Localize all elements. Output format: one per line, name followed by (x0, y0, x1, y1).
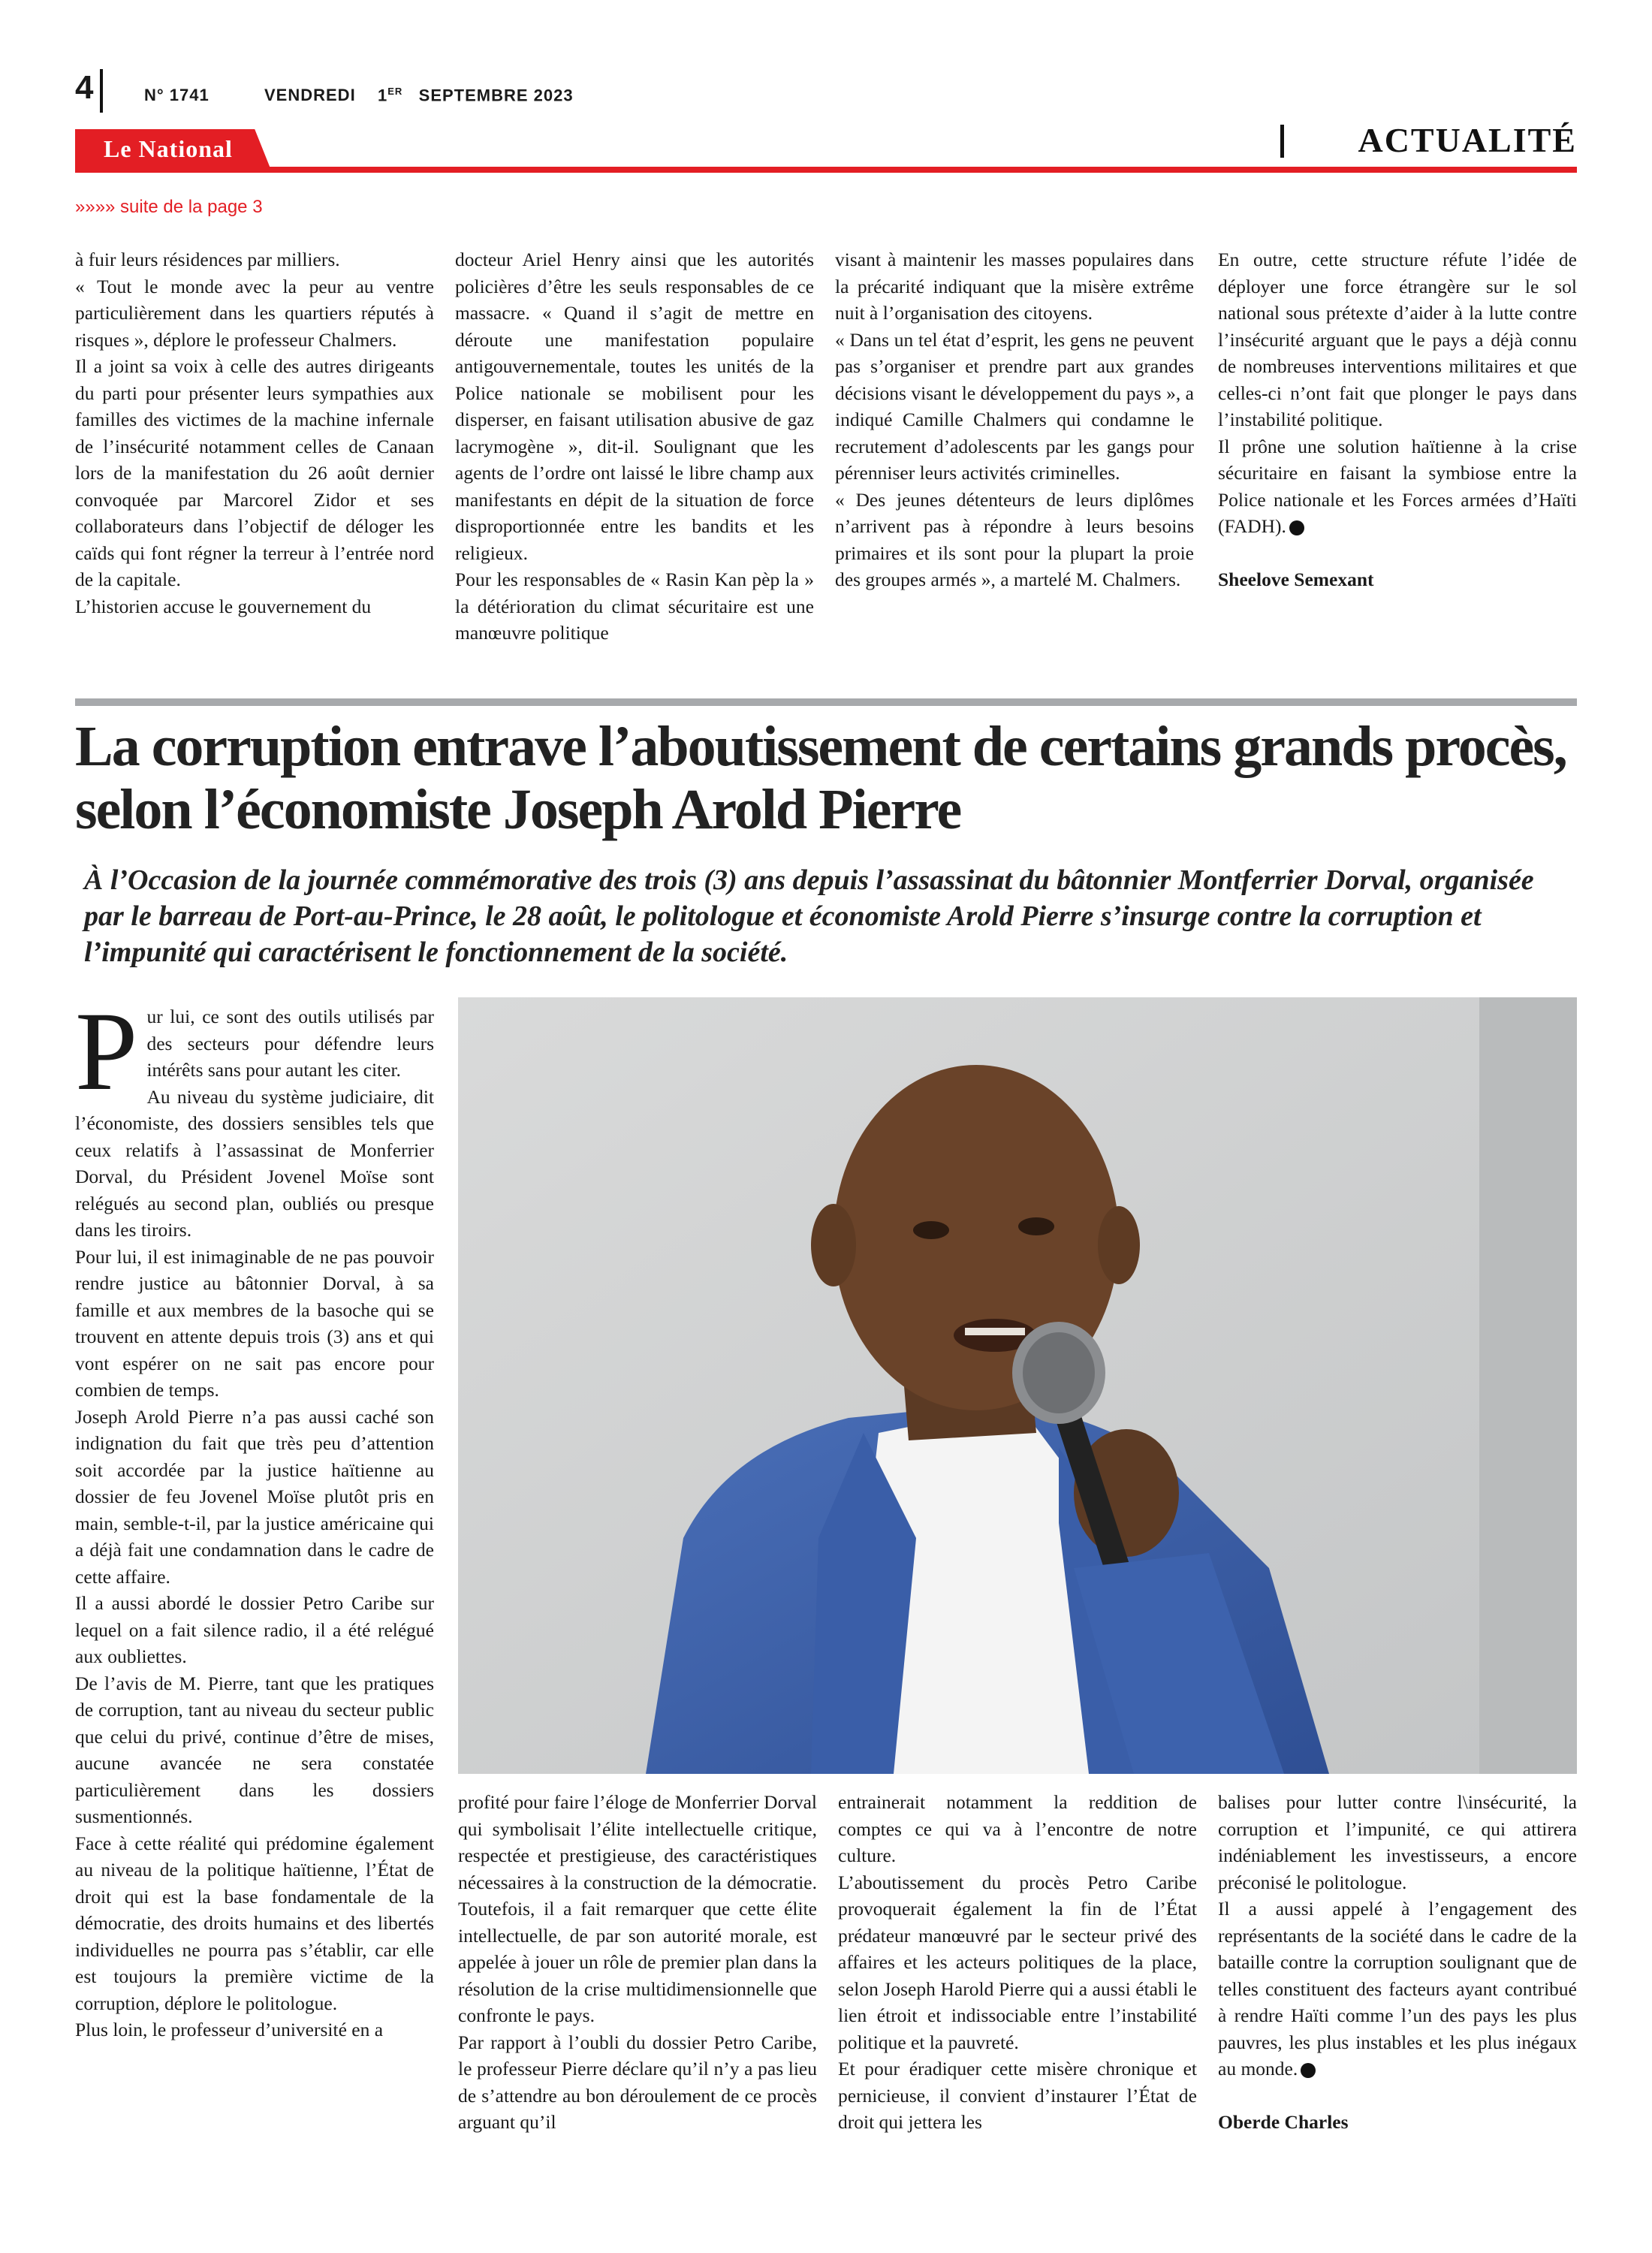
top-article-col-2 (455, 246, 814, 647)
top-article-col-4 (1218, 246, 1577, 593)
paragraph: « Tout le monde avec la peur au ventre particulièrement dans les quartiers réputés à risques », déplore le professeur Chalmers. (75, 275, 434, 351)
paragraph: entrainerait notamment la reddition de comptes ce qui va à l’encontre de notre culture. (838, 1791, 1197, 1866)
paragraph: « Des jeunes détenteurs de leurs diplômes n’arrivent pas à répondre à leurs besoins primaires et ils sont pour la plupart la proie des groupes armés », a martelé M. Chalmers. (835, 488, 1194, 590)
paragraph: profité pour faire l’éloge de Monferrier Dorval qui symbolisait l’élite intellectuelle critique, respectée et prestigieuse, des caractéristiques nécessaires à la construction de la démocratie. Toutefois, il a fait remarquer que cette élite intellectuelle, de par son autorité morale, est appelée à jouer un rôle de premier plan dans la résolution de la crise multidimensionnelle que confronte le pays. (458, 1791, 817, 2026)
header-rule (75, 167, 1577, 173)
paragraph: Il a joint sa voix à celle des autres dirigeants du parti pour présenter leurs sympathies aux familles des victimes de la machine infernale de l’insécurité notamment celles de Canaan lors de la manifestation du 26 août dernier convoquée par Marcorel Zidor et ses collaborateurs dans l’objectif de déloger les caïds qui font régner la terreur à l’entrée nord de la capitale. (75, 355, 434, 590)
section-label: ACTUALITÉ (1358, 121, 1577, 159)
end-mark-icon (1301, 2063, 1316, 2078)
paragraph: Pour les responsables de « Rasin Kan pèp la » la détérioration du climat sécuritaire est une manœuvre politique (455, 569, 814, 644)
paragraph: docteur Ariel Henry ainsi que les autorités policières d’être les seuls responsables de ce massacre. « Quand il s’agit de mettre en déroute une manifestation populaire antigouvernementale, toutes les unités de la Police nationale se mobilisent pour les disperser, en faisant utilisation abusive de gaz lacrymogène », dit-il. Soulignant que les agents de l’ordre ont laissé le libre champ aux manifestants en dépit de la situation de force disproportionnée entre les bandits et les religieux. (455, 249, 814, 564)
paragraph: Pur lui, ce sont des outils utilisés par des secteurs pour défendre leurs intérêts sans pour autant les citer. (75, 989, 434, 1114)
spacer (1218, 2083, 1577, 2110)
paragraph: Face à cette réalité qui prédomine également au niveau de la politique haïtienne, l’État de droit qui est la base fondamentale de la démocratie, des droits humains et des libertés individuelles ne pourra pas s’établir, car elle est toujours la première victime de la corruption, déplore le politologue. (75, 1832, 434, 2014)
article-divider (75, 698, 1577, 706)
paragraph: Plus loin, le professeur d’université en a (75, 2019, 384, 2040)
speaker-photo (458, 997, 1577, 1774)
page-number: 4 (75, 69, 94, 106)
headline: La corruption entrave l’aboutissement de certains grands procès, selon l’économiste Joseph Arold Pierre (75, 715, 1566, 841)
paragraph: à fuir leurs résidences par milliers. (75, 249, 340, 270)
paragraph: Joseph Arold Pierre n’a pas aussi caché son indignation du fait que très peu d’attention soit accordée par la justice haïtienne au dossier de feu Jovenel Moïse plutôt pris en main, semble-t-il, par la justice américaine qui a déjà fait une condamnation dans le cadre de cette affaire. (75, 1405, 434, 1588)
continued-from: »»»» suite de la page 3 (75, 197, 263, 217)
top-article-col-1 (75, 246, 434, 620)
end-mark-icon (1289, 520, 1304, 535)
page-number-divider (100, 69, 103, 113)
byline: Oberde Charles (1218, 2111, 1349, 2133)
paragraph: Il a aussi appelé à l’engagement des représentants de la société dans le cadre de la bataille contre la corruption soulignant que de telles constituent des facteurs ayant contribué à rendre Haïti comme l’un des pays les plus pauvres, les plus instables et les plus inégaux au monde. (1218, 1898, 1577, 2080)
drop-cap: P (75, 989, 138, 1114)
main-article-col-4 (1218, 1789, 1577, 2136)
issue-number: N° 1741 (144, 86, 210, 104)
paragraph: Par rapport à l’oubli du dossier Petro Caribe, le professeur Pierre déclare qu’il n’y a pas lieu de s’attendre au bon déroulement de ce procès arguant qu’il (458, 2031, 817, 2133)
paragraph: L’historien accuse le gouvernement du (75, 595, 372, 617)
paragraph: De l’avis de M. Pierre, tant que les pratiques de corruption, tant au niveau du secteur public que celui du privé, continue d’être de mises, aucune avancée ne sera constatée particulièrement dans les dossiers susmentionnés. (75, 1672, 434, 1827)
paragraph: Il prône une solution haïtienne à la crise sécuritaire en faisant la symbiose entre la Police nationale et les Forces armées d’Haïti (FADH). (1218, 435, 1577, 537)
spacer (1218, 540, 1577, 567)
section-divider (1280, 125, 1284, 158)
main-article-col-2 (458, 1789, 817, 2136)
main-article-col-3 (838, 1789, 1197, 2136)
paragraph: Au niveau du système judiciaire, dit l’économiste, des dossiers sensibles tels que ceux relatifs à l’assassinat de Monferrier Dorval, du Président Jovenel Moïse sont relégués au second plan, oubliés ou presque dans les tiroirs. (75, 1085, 434, 1241)
deck: À l’Occasion de la journée commémorative des trois (3) ans depuis l’assassinat du bâtonnier Montferrier Dorval, organisée par le barreau de Port-au-Prince, le 28 août, le politologue et économiste Arold Pierre s’insurge contre la corruption et l’impunité qui caractérisent le fonctionnement de la société. (84, 864, 1534, 968)
paragraph: L’aboutissement du procès Petro Caribe provoquerait également la fin de l’État prédateur manœuvré par le secteur privé des affaires et les acteurs politiques de la place, selon Joseph Harold Pierre qui a aussi établi le lien étroit et indissociable entre l’instabilité politique et la pauvreté. (838, 1871, 1197, 2053)
paragraph: En outre, cette structure réfute l’idée de déployer une force étrangère sur le sol national sous prétexte d’aider à la lutte contre l’insécurité arguant que le pays a déjà connu de nombreuses interventions militaires et que celles-ci n’ont fait que plonger le pays dans l’instabilité politique. (1218, 249, 1577, 430)
paragraph: Pour lui, il est inimaginable de ne pas pouvoir rendre justice au bâtonnier Dorval, à sa famille et aux membres de la basoche qui se trouvent en attente depuis trois (3) ans et qui vont espérer on ne sait pas encore pour combien de temps. (75, 1245, 434, 1401)
paragraph: Il a aussi abordé le dossier Petro Caribe sur lequel on a fait silence radio, il a été relégué aux oubliettes. (75, 1592, 434, 1667)
main-article-col-1 (75, 989, 434, 2043)
top-article-col-3 (835, 246, 1194, 593)
paragraph: visant à maintenir les masses populaires dans la précarité indiquant que la misère extrême nuit à l’organisation des citoyens. (835, 249, 1194, 324)
paragraph: « Dans un tel état d’esprit, les gens ne peuvent pas s’organiser et prendre part aux grandes décisions visant le développement du pays », a indiqué Camille Chalmers qui condamne le recrutement d’adolescents par les gangs pour pérenniser leurs activités criminelles. (835, 328, 1194, 484)
brand-name: Le National (104, 135, 233, 162)
paragraph: Et pour éradiquer cette misère chronique et pernicieuse, il convient d’instaurer l’État de droit qui jettera les (838, 2058, 1197, 2133)
issue-date: 1ER SEPTEMBRE 2023 (378, 86, 574, 105)
issue-day: VENDREDI (264, 86, 356, 104)
paragraph: balises pour lutter contre l\insécurité, la corruption et l’impunité, ce qui attirera indéniablement les investisseurs, a encore préconisé le politologue. (1218, 1791, 1577, 1893)
byline: Sheelove Semexant (1218, 569, 1374, 590)
